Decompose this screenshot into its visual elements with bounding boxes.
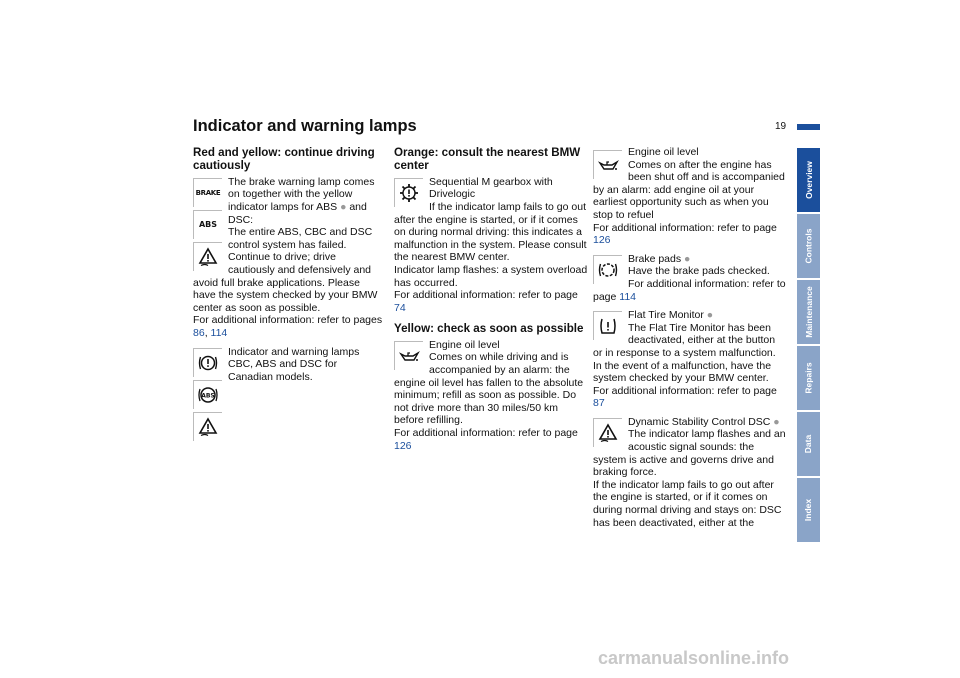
ftm-text: The Flat Tire Monitor has been deactivated, either at the button or in response to a system malfunction. In the event of a malfunction, have the system checked by your BMW center.	[593, 321, 776, 385]
gearbox-title: Sequential M gearbox with Drivelogic	[429, 175, 553, 201]
yellow-dot-icon: ●	[773, 415, 780, 428]
page-title: Indicator and warning lamps	[193, 117, 417, 135]
tab-data[interactable]: Data	[797, 412, 820, 476]
tab-controls[interactable]: Controls	[797, 214, 820, 278]
brake-pads-text: Have the brake pads checked.	[628, 265, 770, 278]
dsc-canada-icon	[193, 412, 222, 441]
oil-level-ref: For additional information: refer to page 126	[394, 426, 578, 452]
oil-level-title: Engine oil level	[429, 338, 500, 351]
brake-pads-ref: For additional information: refer to page 114	[593, 277, 786, 303]
yellow-dot-icon: ●	[340, 201, 347, 213]
oil-can-icon	[394, 341, 423, 370]
column-3	[593, 146, 787, 535]
page-link-74[interactable]: 74	[394, 301, 406, 314]
oil-level-ref-2: For additional information: refer to page 126	[593, 221, 777, 247]
section-heading-yellow: Yellow: check as soon as possible	[394, 322, 584, 336]
abs-icon: ABS	[193, 210, 222, 239]
tire-warning-icon	[593, 311, 622, 340]
dsc-text: The indicator lamp flashes and an acoustic signal sounds: the system is active and governs drive and braking force.	[593, 428, 786, 479]
brake-pads-title: Brake pads ●	[628, 252, 691, 265]
tab-repairs[interactable]: Repairs	[797, 346, 820, 410]
page-link-126[interactable]: 126	[394, 439, 412, 452]
tab-overview[interactable]: Overview	[797, 148, 820, 212]
dsc-text-2: If the indicator lamp fails to go out after the engine is started, or if it comes on during normal driving and stays on: DSC has been deactivated, either at the	[593, 478, 782, 529]
column-2	[394, 146, 589, 458]
section-heading-red-yellow: Red and yellow: continue driving cautiously	[193, 146, 375, 173]
gearbox-warning-icon	[394, 178, 423, 207]
ftm-title: Flat Tire Monitor ●	[628, 309, 714, 322]
tab-index[interactable]: Index	[797, 478, 820, 542]
yellow-dot-icon: ●	[684, 252, 691, 265]
dsc-warning-icon-2	[593, 418, 622, 447]
page-link-114-2[interactable]: 114	[619, 290, 637, 303]
dsc-warning-icon	[193, 242, 222, 271]
section-tabs	[797, 148, 820, 544]
page-number-bar	[797, 124, 820, 130]
abs-circle-icon	[193, 380, 222, 409]
ftm-ref: For additional information: refer to page 87	[593, 384, 777, 410]
canadian-lamp-description: Indicator and warning lamps CBC, ABS and DSC for Canadian models.	[228, 345, 360, 383]
page-link-126-2[interactable]: 126	[593, 234, 611, 247]
page-link-87[interactable]: 87	[593, 397, 605, 410]
page-number: 19	[775, 121, 787, 132]
tab-maintenance[interactable]: Maintenance	[797, 280, 820, 344]
page-link-114[interactable]: 114	[210, 326, 228, 339]
oil-level-title-2: Engine oil level	[628, 146, 699, 158]
brake-circle-exclamation-icon	[193, 348, 222, 377]
section-heading-orange: Orange: consult the nearest BMW center	[394, 146, 581, 173]
gearbox-ref: For additional information: refer to page 74	[394, 289, 578, 314]
brake-pads-icon	[593, 255, 622, 284]
brake-warning-icon: BRAKE	[193, 178, 222, 207]
page-link-86[interactable]: 86	[193, 326, 205, 339]
canadian-lamp-icon-group	[193, 348, 222, 444]
svg-text:ABS: ABS	[201, 392, 215, 400]
oil-can-icon-2	[593, 150, 622, 179]
dsc-title: Dynamic Stability Control DSC ●	[628, 415, 780, 428]
gearbox-text: If the indicator lamp fails to go out after the engine is started, or if it comes on during normal driving: this indicates a malfunction in the system. Please consult the nearest BMW center.	[394, 201, 587, 264]
yellow-dot-icon: ●	[706, 309, 714, 322]
brake-lamp-icon-group	[193, 178, 222, 274]
oil-level-text: Comes on while driving and is accompanied by an alarm: the engine oil level has fallen to the absolute minimum; refill as soon as possible. Do not drive more than 30 miles/50 km before refilling.	[394, 351, 584, 427]
watermark: carmanualsonline.info	[598, 648, 790, 668]
column-1	[193, 146, 383, 452]
brake-lamp-description: The brake warning lamp comes on together with the yellow indicator lamps for ABS ● and DSC: The entire ABS, CBC and DSC control system has failed. Continue to drive; drive cautiously and defensively and avoid full brake applications. Please have the system checked by your BMW center as soon as possible. For additional information: refer to pages 86, 114	[193, 175, 383, 339]
oil-level-text-2: Comes on after the engine has been shut off and is accompanied by an alarm: add engine oil at your earliest opportunity such as when you stop to refuel	[593, 158, 785, 221]
gearbox-text-2: Indicator lamp flashes: a system overload has occurred.	[394, 263, 588, 289]
